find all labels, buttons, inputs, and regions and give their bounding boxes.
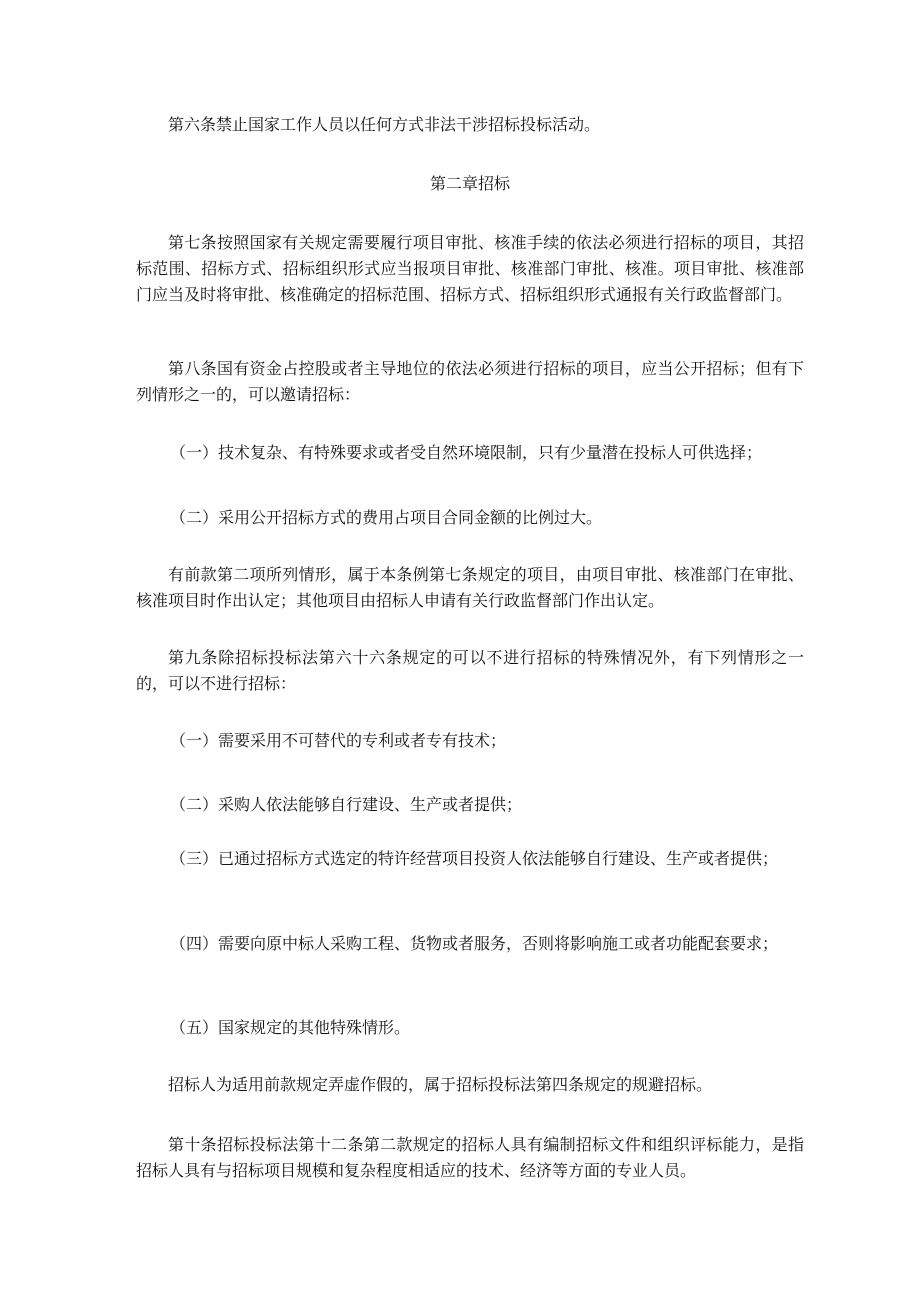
article-8-paragraph: 第八条国有资金占控股或者主导地位的依法必须进行招标的项目，应当公开招标；但有下列情形之一的，可以邀请招标： <box>136 359 804 404</box>
article-8-item-1: （一）技术复杂、有特殊要求或者受自然环境限制，只有少量潜在投标人可供选择； <box>170 443 763 462</box>
chapter-heading: 第二章招标 <box>429 174 510 193</box>
article-9-item-5: （五）国家规定的其他特殊情形。 <box>170 1018 411 1037</box>
article-9-paragraph: 第九条除招标投标法第六十六条规定的可以不进行招标的特殊情况外，有下列情形之一的，可以不进行招标： <box>136 648 804 693</box>
article-9-item-2: （二）采购人依法能够自行建设、生产或者提供； <box>170 795 523 814</box>
article-8-note: 有前款第二项所列情形，属于本条例第七条规定的项目，由项目审批、核准部门在审批、核准项目时作出认定；其他项目由招标人申请有关行政监督部门作出认定。 <box>136 565 804 610</box>
article-9-note: 招标人为适用前款规定弄虚作假的，属于招标投标法第四条规定的规避招标。 <box>168 1075 713 1094</box>
article-8-item-2: （二）采用公开招标方式的费用占项目合同金额的比例过大。 <box>170 508 603 527</box>
article-7-paragraph: 第七条按照国家有关规定需要履行项目审批、核准手续的依法必须进行招标的项目，其招标范围、招标方式、招标组织形式应当报项目审批、核准部门审批、核准。项目审批、核准部门应当及时将审批、核准确定的招标范围、招标方式、招标组织形式通报有关行政监督部门。 <box>136 233 804 304</box>
article-10-paragraph: 第十条招标投标法第十二条第二款规定的招标人具有编制招标文件和组织评标能力，是指招标人具有与招标项目规模和复杂程度相适应的技术、经济等方面的专业人员。 <box>136 1135 804 1180</box>
article-9-item-4: （四）需要向原中标人采购工程、货物或者服务，否则将影响施工或者功能配套要求； <box>170 934 779 953</box>
article-6-paragraph: 第六条禁止国家工作人员以任何方式非法干涉招标投标活动。 <box>168 115 601 134</box>
article-9-item-1: （一）需要采用不可替代的专利或者专有技术； <box>170 731 507 750</box>
article-9-item-3: （三）已通过招标方式选定的特许经营项目投资人依法能够自行建设、生产或者提供； <box>170 849 779 868</box>
